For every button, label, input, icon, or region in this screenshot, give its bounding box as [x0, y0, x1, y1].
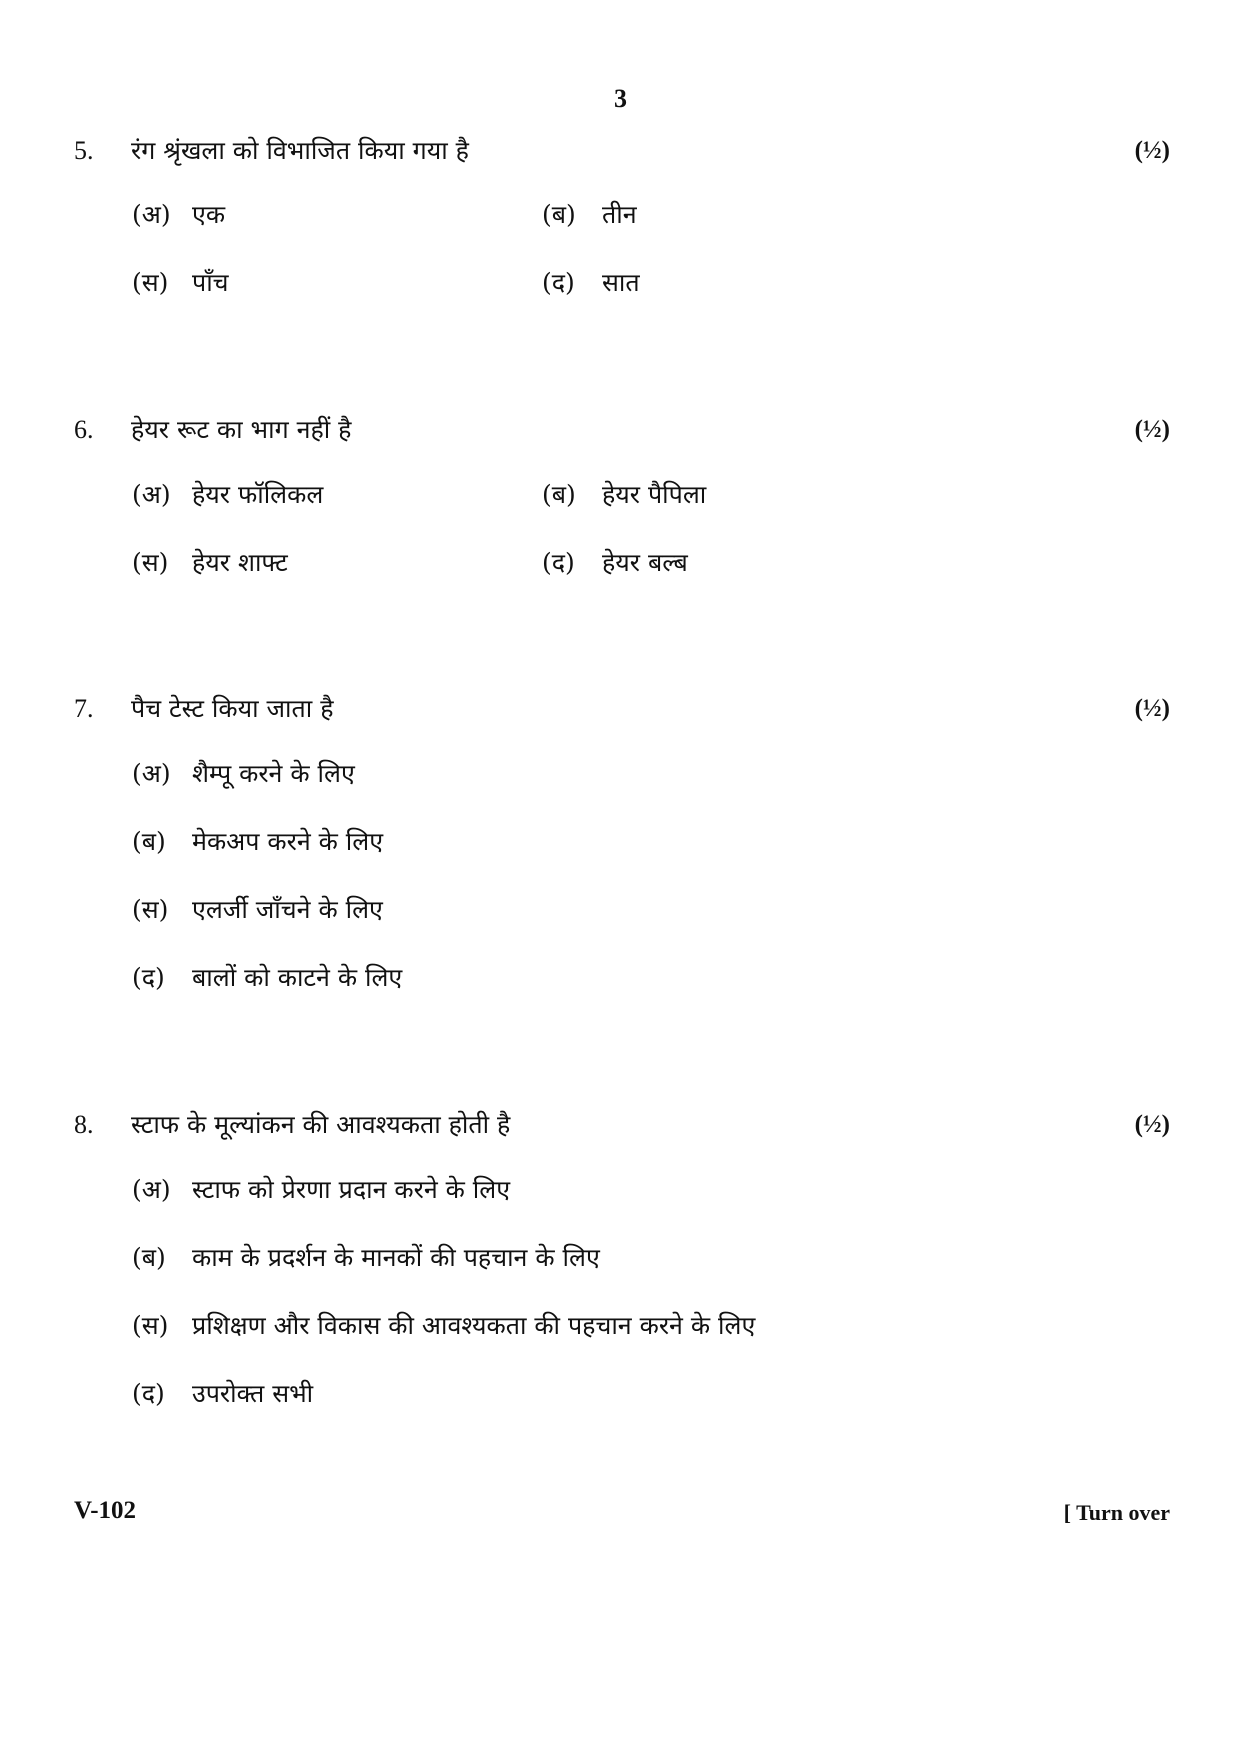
option-label: (अ)	[132, 200, 171, 229]
option-a	[132, 195, 225, 235]
option-c	[132, 543, 288, 583]
option-label: (स)	[132, 268, 169, 297]
question-number: 7.	[74, 694, 94, 723]
option-a	[132, 1170, 510, 1210]
option-label: (ब)	[132, 1243, 166, 1272]
page-number: 3	[614, 84, 627, 113]
question-stem	[74, 1105, 1170, 1145]
question-text: पैच टेस्ट किया जाता है	[131, 694, 334, 723]
question-marks: (½)	[1134, 137, 1170, 164]
option-c	[132, 1306, 755, 1346]
question-8	[74, 1105, 1170, 1145]
turn-over-note: [ Turn over	[1063, 1500, 1170, 1525]
option-label: (अ)	[132, 1175, 171, 1204]
option-text: उपरोक्त सभी	[192, 1379, 314, 1408]
question-text: रंग श्रृंखला को विभाजित किया गया है	[131, 136, 469, 165]
question-number: 6.	[74, 415, 94, 444]
paper-code: V-102	[74, 1497, 137, 1524]
option-label: (द)	[542, 548, 575, 577]
question-stem	[74, 410, 1170, 450]
option-a	[132, 475, 323, 515]
option-text: तीन	[602, 200, 637, 229]
option-text: स्टाफ को प्रेरणा प्रदान करने के लिए	[192, 1175, 511, 1204]
option-label: (ब)	[542, 200, 576, 229]
option-label: (अ)	[132, 759, 171, 788]
option-label: (ब)	[132, 827, 166, 856]
question-7	[74, 689, 1170, 729]
option-text: प्रशिक्षण और विकास की आवश्यकता की पहचान करने के लिए	[192, 1311, 756, 1340]
question-number: 8.	[74, 1110, 94, 1139]
option-a	[132, 754, 355, 794]
option-label: (द)	[132, 1379, 165, 1408]
option-text: मेकअप करने के लिए	[192, 827, 384, 856]
question-marks: (½)	[1134, 695, 1170, 722]
option-c	[132, 263, 229, 303]
option-label: (स)	[132, 548, 169, 577]
option-label: (द)	[542, 268, 575, 297]
option-text: शैम्पू करने के लिए	[192, 759, 355, 788]
option-c	[132, 890, 383, 930]
option-text: एक	[192, 200, 226, 229]
option-b	[542, 195, 637, 235]
option-label: (स)	[132, 895, 169, 924]
option-d	[132, 1374, 313, 1414]
option-d	[542, 543, 688, 583]
option-b	[542, 475, 706, 515]
option-text: हेयर शाफ्ट	[192, 548, 288, 577]
option-label: (अ)	[132, 480, 171, 509]
option-text: हेयर पैपिला	[602, 480, 707, 509]
question-text: हेयर रूट का भाग नहीं है	[131, 415, 352, 444]
option-label: (द)	[132, 963, 165, 992]
question-text: स्टाफ के मूल्यांकन की आवश्यकता होती है	[131, 1110, 511, 1139]
question-5	[74, 131, 1170, 171]
option-b	[132, 822, 383, 862]
question-marks: (½)	[1134, 1111, 1170, 1138]
option-text: बालों को काटने के लिए	[192, 963, 403, 992]
question-6	[74, 410, 1170, 450]
question-stem	[74, 131, 1170, 171]
option-b	[132, 1238, 600, 1278]
option-text: पाँच	[192, 268, 229, 297]
option-label: (स)	[132, 1311, 169, 1340]
question-marks: (½)	[1134, 416, 1170, 443]
option-text: सात	[602, 268, 640, 297]
question-number: 5.	[74, 136, 94, 165]
option-text: हेयर बल्ब	[602, 548, 688, 577]
option-d	[542, 263, 640, 303]
option-d	[132, 958, 402, 998]
option-label: (ब)	[542, 480, 576, 509]
option-text: एलर्जी जाँचने के लिए	[192, 895, 383, 924]
option-text: काम के प्रदर्शन के मानकों की पहचान के लिए	[192, 1243, 600, 1272]
option-text: हेयर फॉलिकल	[192, 480, 324, 509]
question-stem	[74, 689, 1170, 729]
